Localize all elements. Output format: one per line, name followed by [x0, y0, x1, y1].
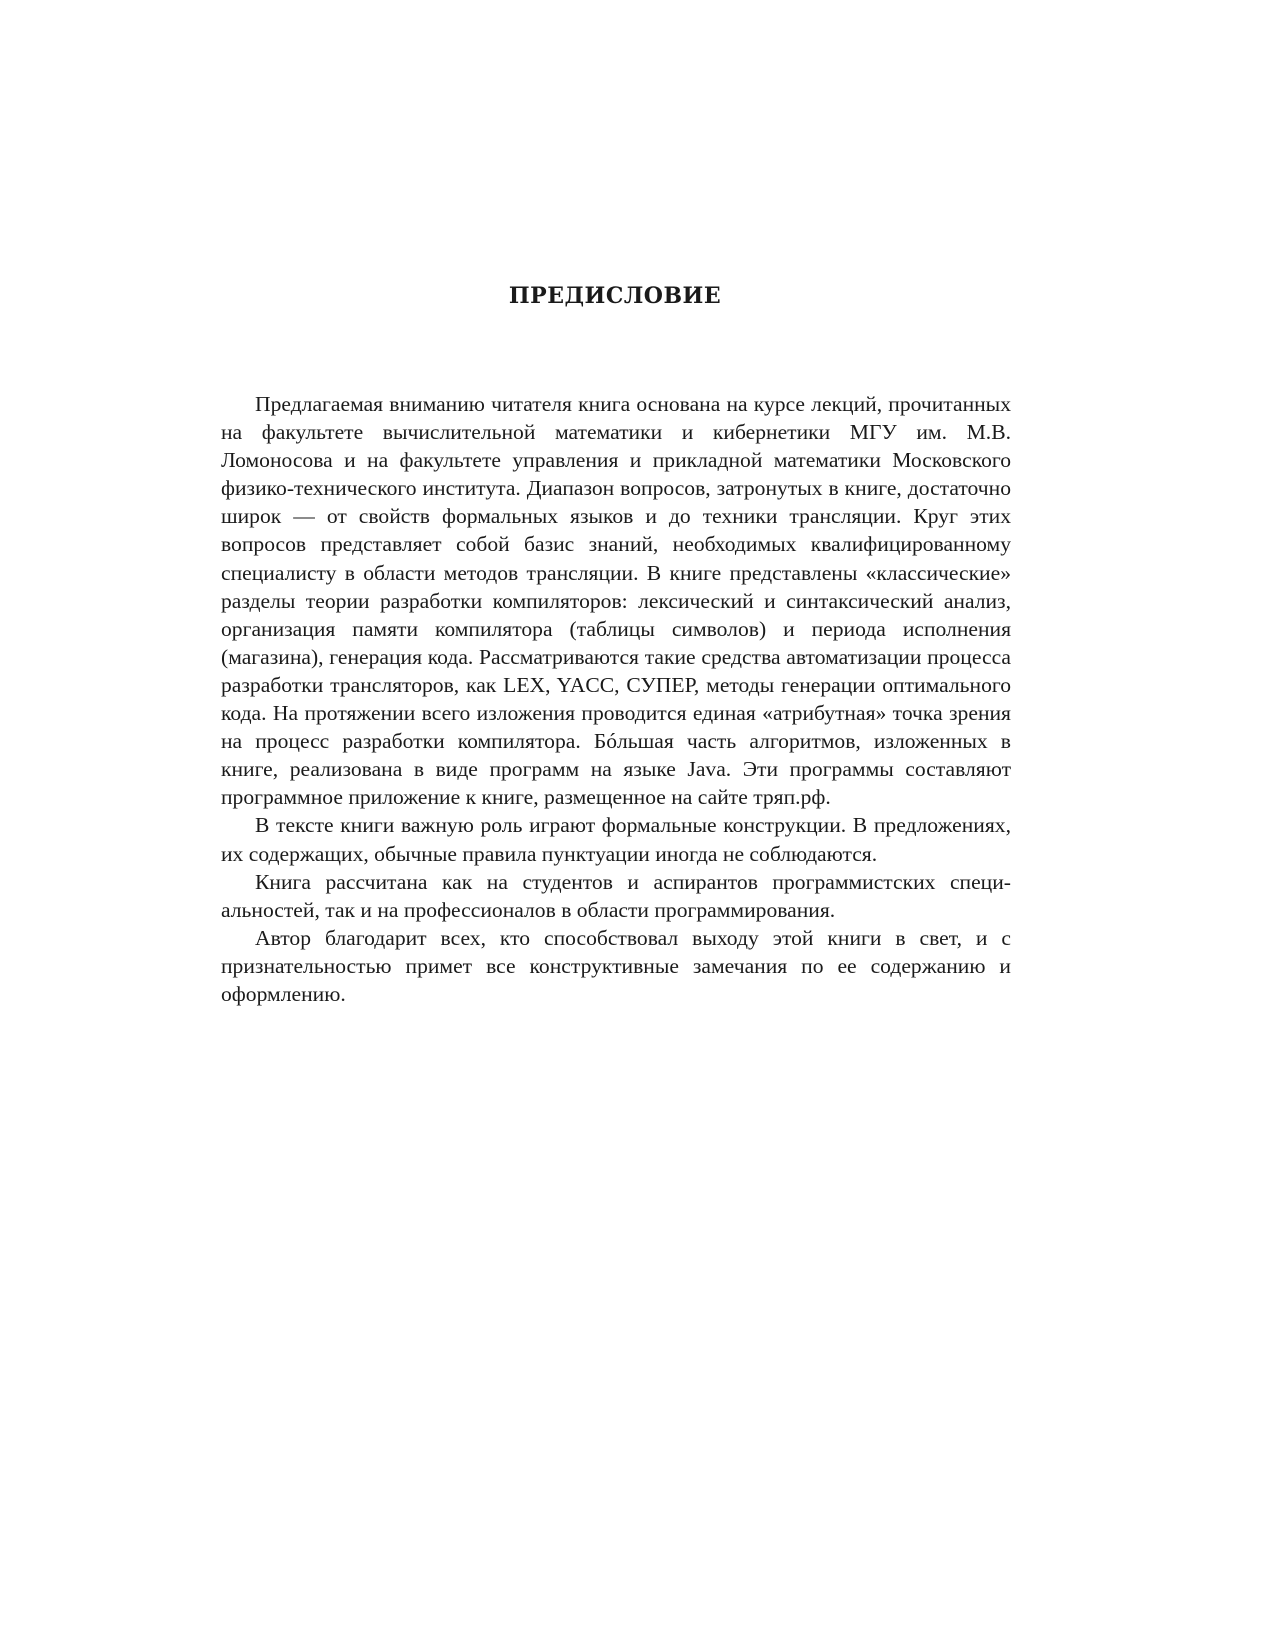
paragraph-1: Предлагаемая вниманию читателя книга основана на курсе лекций, прочитанных на факультете вычислительной математики и кибернетики МГУ им. М.В. Ломоносова и на факультете управления и прикладной математики Московского физико-технического института. Диапазон вопросов, затронутых в книге, достаточно широк — от свойств формальных языков и до техники трансляции. Круг этих вопросов представляет собой базис знаний, необходимых квалифицированному специалисту в области методов трансляции. В книге представлены «классические» разделы теории разработки компиляторов: лексический и синтаксический анализ, организация памяти компилятора (таблицы символов) и периода исполнения (магазина), генерация кода. Рассматриваются такие средства автоматизации процесса разработки трансляторов, как LEX, YACC, СУПЕР, методы генерации оптимального кода. На протяжении всего изложения проводится единая «атрибутная» точка зрения на процесс разработки компилятора. Бóльшая часть алгоритмов, изложенных в книге, реализована в виде программ на языке Java. Эти программы составляют программное приложение к книге, размещенное на сайте тряп.рф.: [221, 392, 1011, 810]
paragraph-4: Автор благодарит всех, кто способствовал выходу этой книги в свет, и с признательностью примет все конструктивные замечания по ее содержанию и оформлению.: [221, 925, 1011, 1006]
paragraph-2: В тексте книги важную роль играют формальные конструкции. В предложениях, их содержащих, обычные правила пунктуации иногда не соблюдаются.: [221, 813, 1011, 866]
preface-body: [221, 390, 1011, 1008]
page-title: ПРЕДИСЛОВИЕ: [508, 283, 722, 309]
paragraph-3: Книга рассчитана как на студентов и аспирантов программистских специальностей, так и на профессионалов в области программирования.: [221, 869, 1011, 922]
